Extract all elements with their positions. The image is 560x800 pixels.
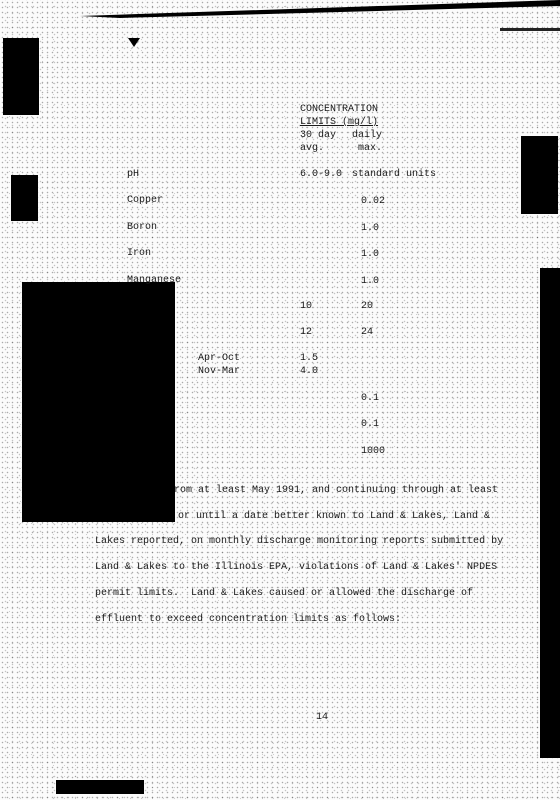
body-text-line: permit limits. Land & Lakes caused or allowed the discharge of [95,588,474,599]
redaction-main [22,282,175,522]
row-max: 0.1 [361,393,380,404]
header-daily: daily [352,130,383,141]
redaction-left-mid [11,175,38,221]
page-number: 14 [316,712,329,723]
row-max: 24 [361,327,374,338]
redaction-left-top [3,38,39,115]
scan-edge-top [0,0,560,40]
header-avg: avg. [300,143,325,154]
row-param: Apr-Oct [198,353,241,364]
arrow-marker-icon [128,38,140,47]
row-param: Boron [127,222,158,233]
row-avg: 10 [300,301,313,312]
row-max: standard units [352,169,437,180]
row-max: 20 [361,301,374,312]
redaction-bottom [56,780,144,794]
body-text-line: rom at least May 1991, and continuing through at least [174,485,499,496]
header-max: max. [358,143,383,154]
header-concentration: CONCENTRATION [300,104,379,115]
header-limits: LIMITS (mg/l) [300,117,379,128]
row-avg: 4.0 [300,366,319,377]
row-max: 1000 [361,446,386,457]
body-text-line: Land & Lakes to the Illinois EPA, violations of Land & Lakes' NPDES [95,562,498,573]
row-param: pH [127,169,140,180]
body-text-line: Lakes reported, on monthly discharge monitoring reports submitted by [95,536,504,547]
row-max: 1.0 [361,276,380,287]
redaction-right-edge [540,268,560,758]
row-param: Nov-Mar [198,366,241,377]
header-30day: 30 day [300,130,337,141]
body-text-line: effluent to exceed concentration limits as follows: [95,614,402,625]
redaction-right-top [521,136,558,214]
row-max: 1.0 [361,223,380,234]
row-param: Manganese [127,275,182,286]
row-avg: 12 [300,327,313,338]
row-param: Iron [127,248,152,259]
row-avg: 6.0-9.0 [300,169,343,180]
row-param: Copper [127,195,164,206]
row-max: 0.02 [361,196,386,207]
body-text-line: or until a date better known to Land & Lakes, Land & [178,511,491,522]
row-max: 0.1 [361,419,380,430]
row-max: 1.0 [361,249,380,260]
row-avg: 1.5 [300,353,319,364]
